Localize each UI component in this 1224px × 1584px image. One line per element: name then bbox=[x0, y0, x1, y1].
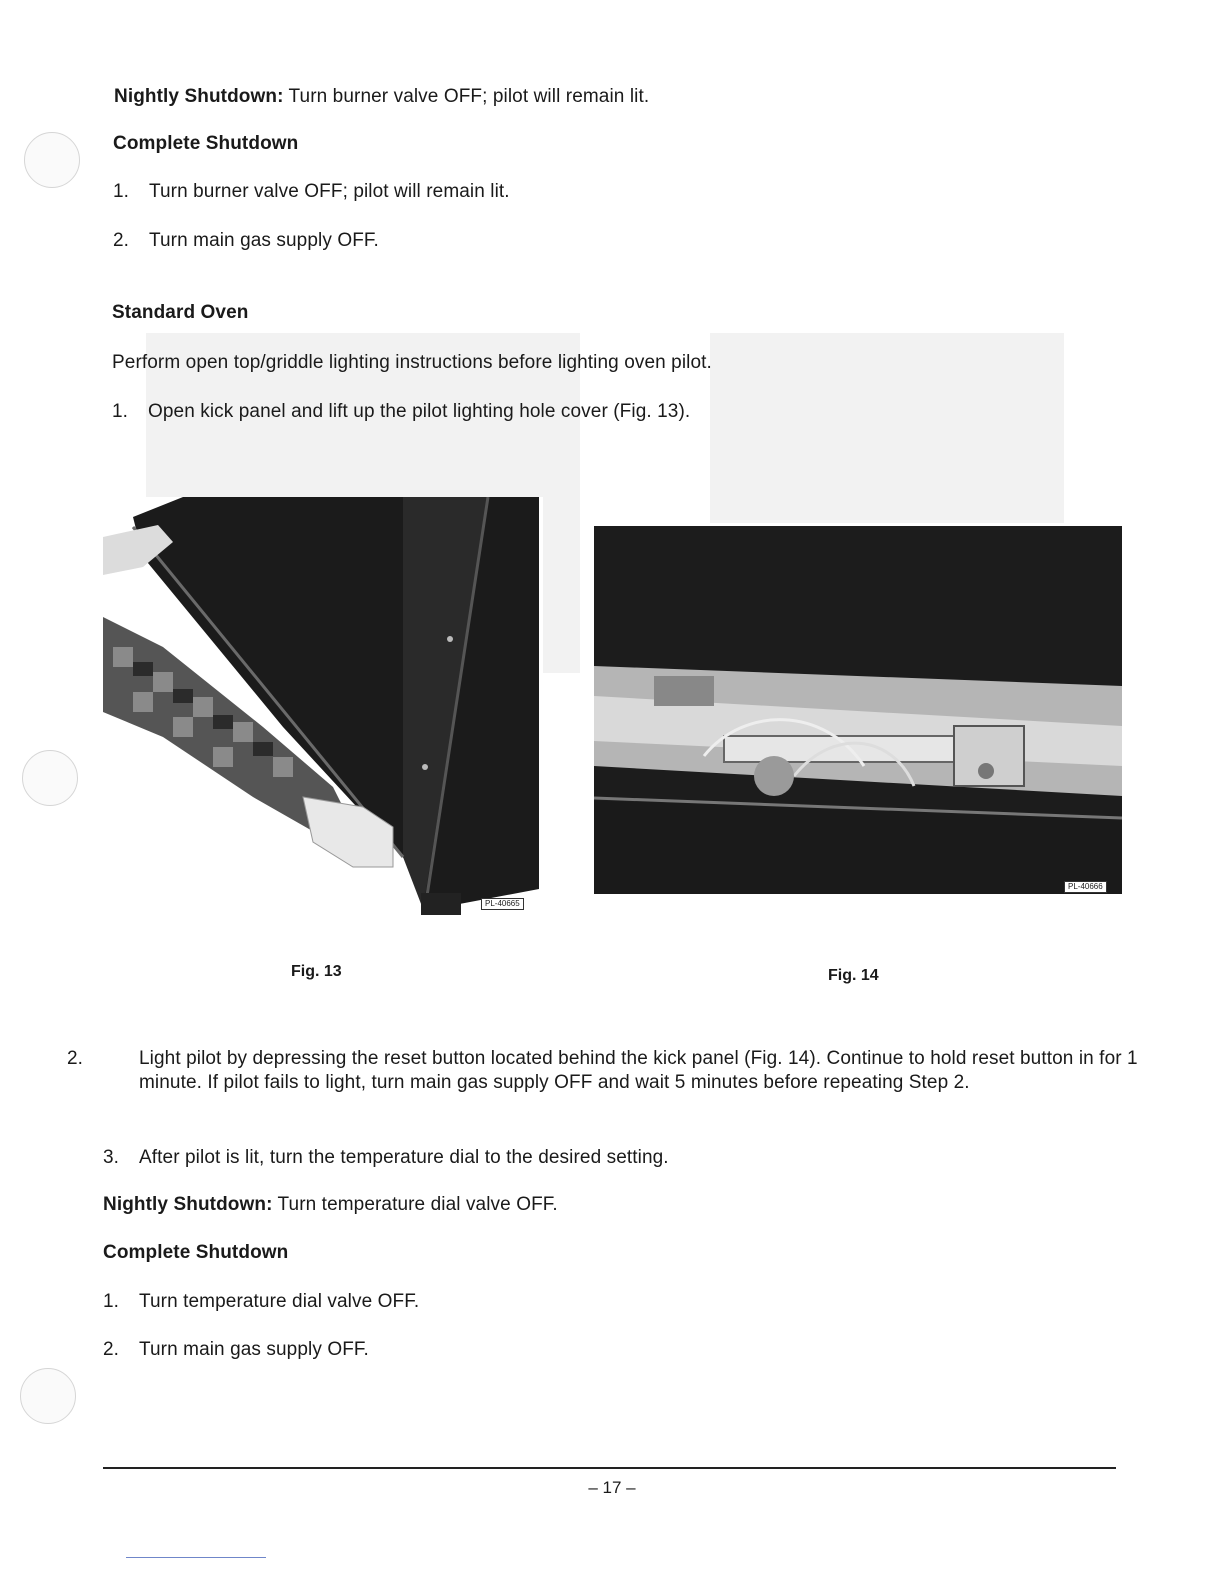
fig-14-caption: Fig. 14 bbox=[828, 967, 879, 984]
standard-oven-heading: Standard Oven bbox=[112, 302, 249, 323]
bottom-step-2 bbox=[103, 1338, 369, 1362]
step-text: Turn main gas supply OFF. bbox=[139, 1339, 369, 1360]
step-text: After pilot is lit, turn the temperature dial to the desired setting. bbox=[139, 1147, 669, 1168]
step-text: Light pilot by depressing the reset button located behind the kick panel (Fig. 14). Continue to hold reset button in for 1 minute. If pilot fails to light, turn main gas supply OFF and wait 5 minutes before repeating Step 2. bbox=[139, 1048, 1138, 1093]
fig-13-caption: Fig. 13 bbox=[291, 963, 342, 980]
fig-13-photo bbox=[103, 497, 543, 915]
step-number: 1. bbox=[103, 1291, 120, 1312]
scan-edge-line bbox=[126, 1557, 266, 1558]
nightly-shutdown-label: Nightly Shutdown: bbox=[103, 1194, 273, 1215]
bottom-step-1 bbox=[103, 1290, 419, 1314]
footer-rule bbox=[103, 1467, 1116, 1469]
nightly-shutdown-text: Turn burner valve OFF; pilot will remain lit. bbox=[288, 86, 650, 107]
binder-hole-bottom bbox=[20, 1368, 76, 1424]
nightly-shutdown-text: Turn temperature dial valve OFF. bbox=[277, 1194, 558, 1215]
step-text: Turn main gas supply OFF. bbox=[149, 230, 379, 251]
step-number: 1. bbox=[112, 401, 129, 422]
top-step-1 bbox=[113, 180, 510, 204]
fig-13-illustration bbox=[103, 497, 543, 915]
step-number: 1. bbox=[113, 181, 130, 202]
nightly-shutdown-line-2 bbox=[103, 1193, 558, 1217]
nightly-shutdown-line-1 bbox=[114, 85, 649, 109]
step-text: Turn burner valve OFF; pilot will remain lit. bbox=[149, 181, 510, 202]
fig-13-photo-tag: PL-40665 bbox=[481, 898, 524, 910]
standard-oven-step-1 bbox=[112, 400, 690, 424]
step-number: 2. bbox=[67, 1048, 84, 1069]
step-number: 2. bbox=[103, 1339, 120, 1360]
binder-hole-middle bbox=[22, 750, 78, 806]
standard-oven-intro: Perform open top/griddle lighting instructions before lighting oven pilot. bbox=[112, 352, 712, 373]
step-number: 2. bbox=[113, 230, 130, 251]
complete-shutdown-heading: Complete Shutdown bbox=[113, 133, 299, 154]
fig-14-photo bbox=[594, 526, 1122, 894]
binder-hole-top bbox=[24, 132, 80, 188]
complete-shutdown-heading-2: Complete Shutdown bbox=[103, 1242, 289, 1263]
step-text: Turn temperature dial valve OFF. bbox=[139, 1291, 420, 1312]
lower-step-2 bbox=[67, 1047, 1154, 1095]
step-text: Open kick panel and lift up the pilot lighting hole cover (Fig. 13). bbox=[148, 401, 691, 422]
fig-14-photo-tag: PL-40666 bbox=[1064, 881, 1107, 893]
bleed-through-block bbox=[710, 333, 1064, 523]
page-number: – 17 – bbox=[588, 1478, 636, 1497]
fig-14-illustration bbox=[594, 526, 1122, 894]
step-number: 3. bbox=[103, 1147, 120, 1168]
top-step-2 bbox=[113, 229, 379, 253]
lower-step-3 bbox=[103, 1146, 669, 1170]
nightly-shutdown-label: Nightly Shutdown: bbox=[114, 86, 284, 107]
